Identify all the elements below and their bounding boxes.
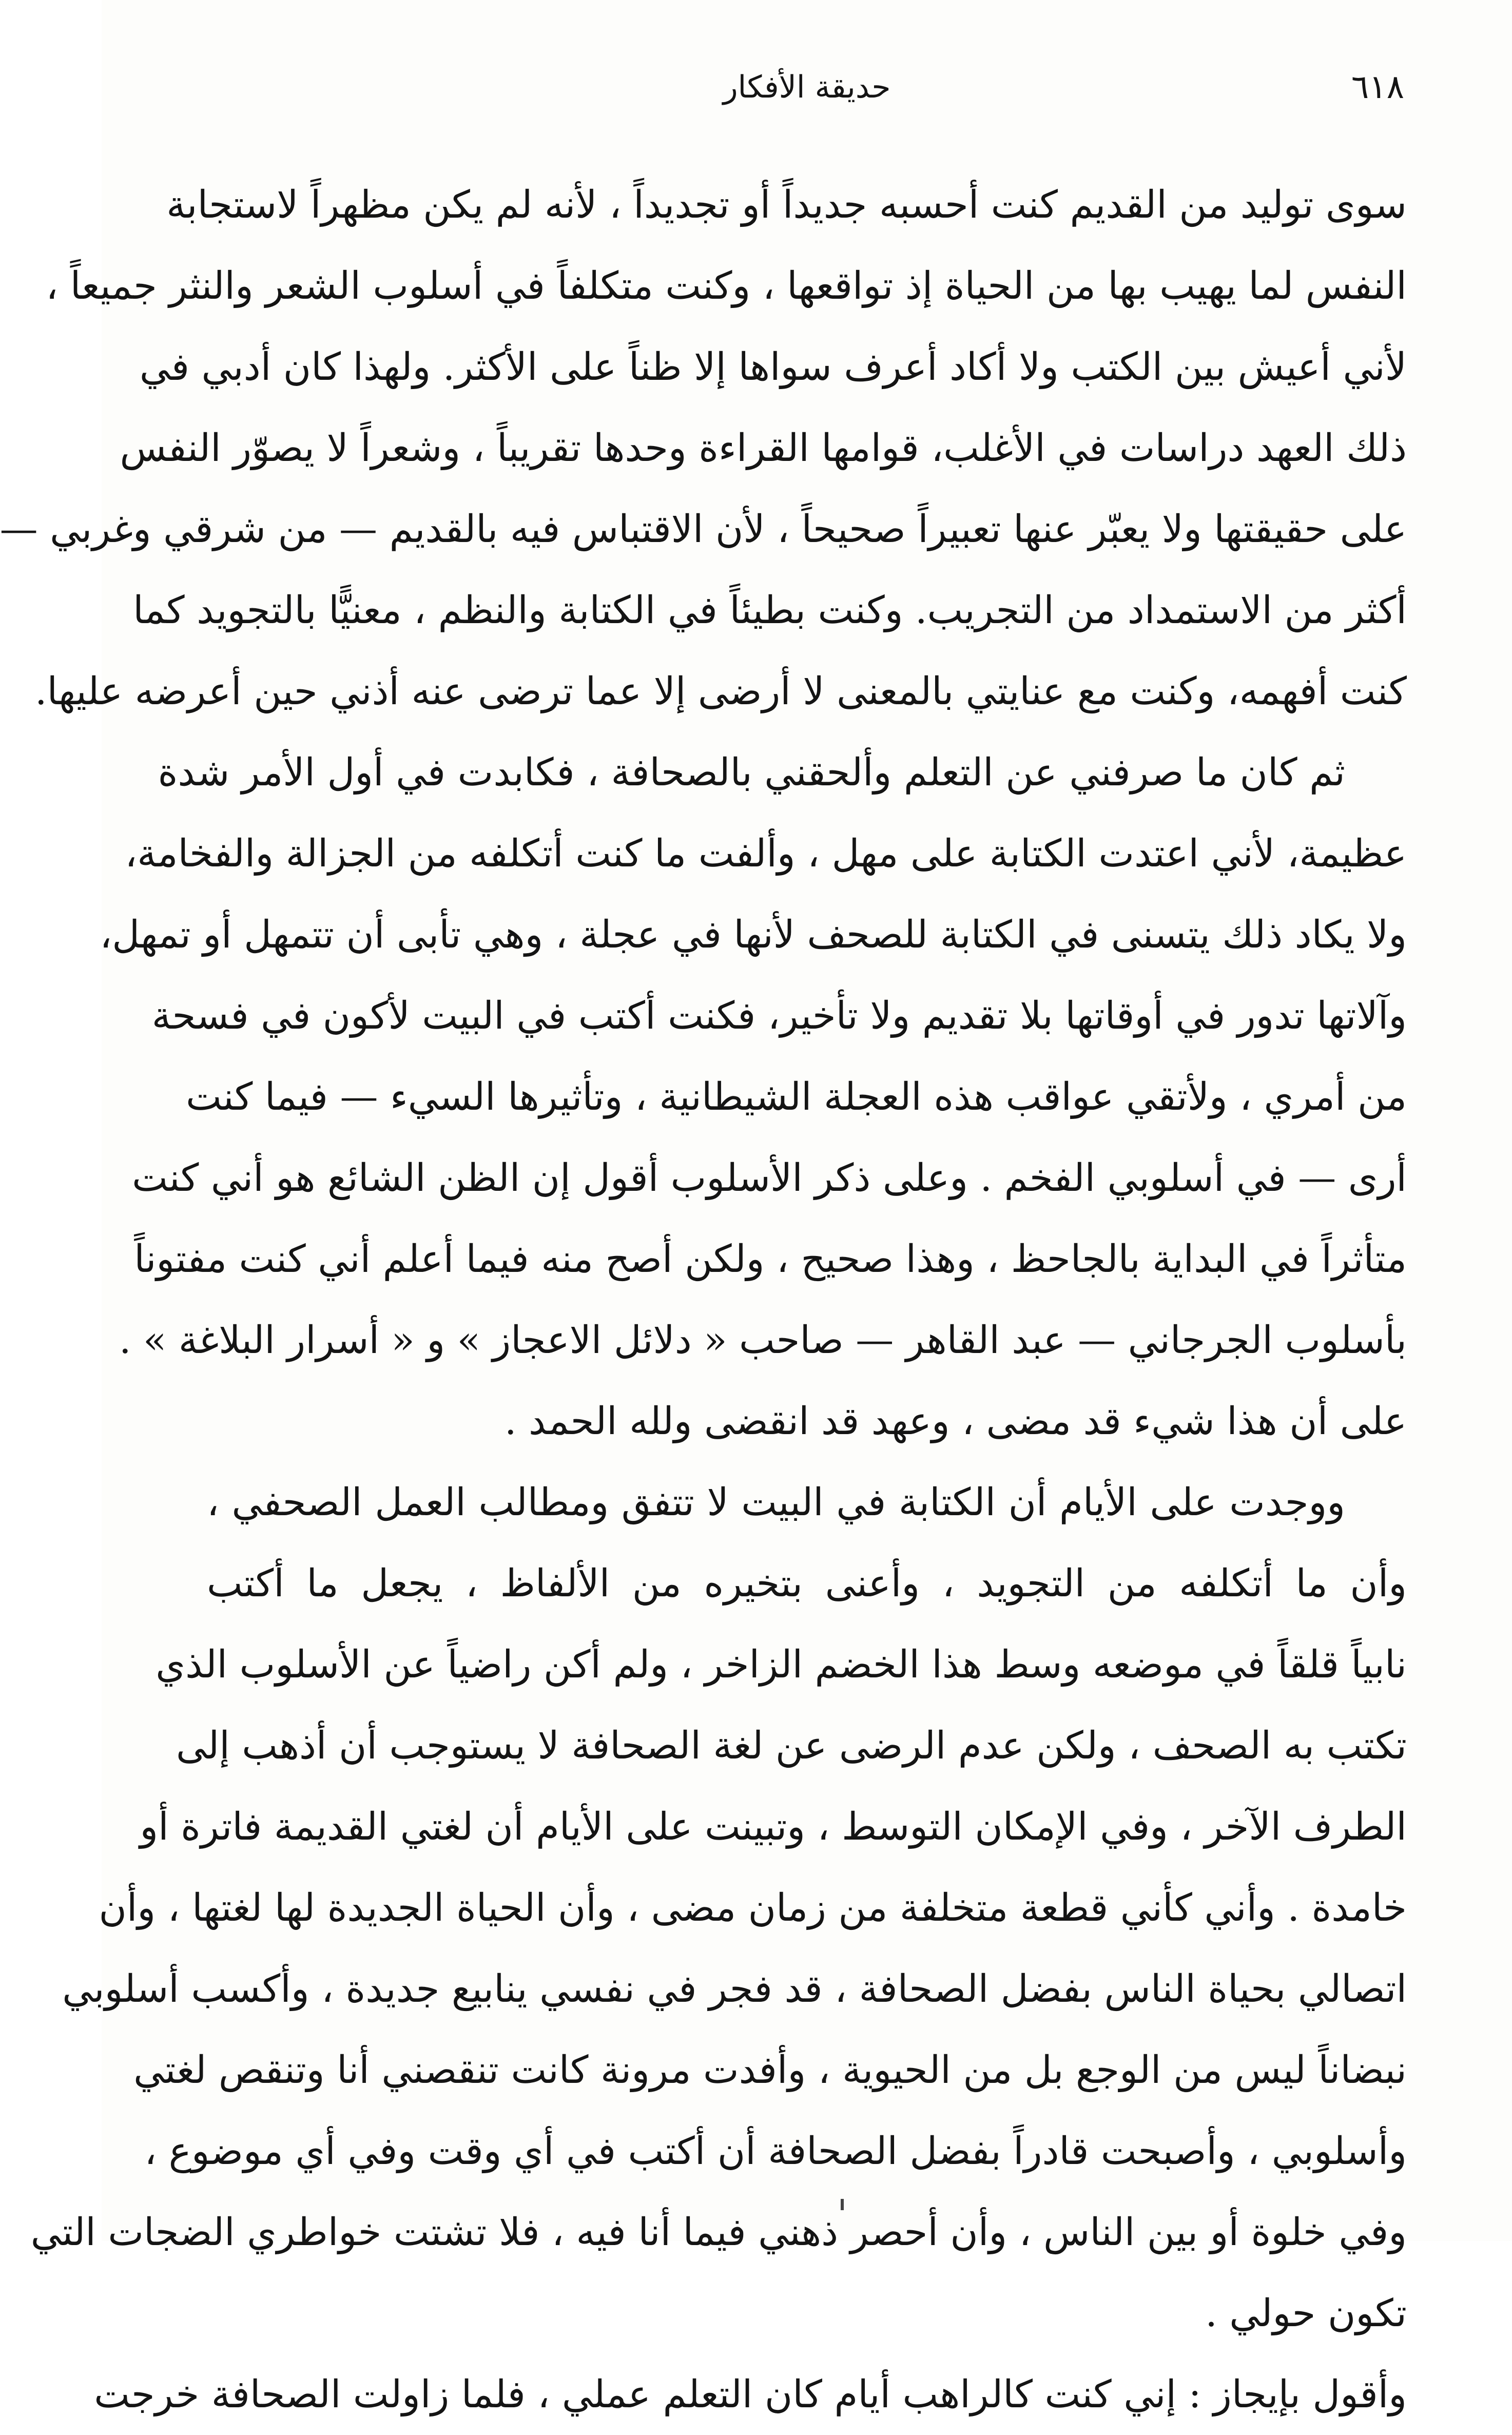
text-line: أرى — في أسلوبي الفخم . وعلى ذكر الأسلوب أقول إن الظن الشائع هو أني كنت	[132, 1156, 1407, 1200]
text-line: نبضاناً ليس من الوجع بل من الحيوية ، وأفدت مرونة كانت تنقصني أنا وتنقص لغتي	[133, 2048, 1407, 2092]
text-line: تكون حولي .	[1205, 2291, 1407, 2335]
text-line: وآلاتها تدور في أوقاتها بلا تقديم ولا تأخير، فكنت أكتب في البيت لأكون في فسحة	[151, 994, 1407, 1038]
text-line: ذلك العهد دراسات في الأغلب، قوامها القراءة وحدها تقريباً ، وشعراً لا يصوّر النفس	[120, 426, 1407, 470]
text-line: خامدة . وأني كأني قطعة متخلفة من زمان مضى ، وأن الحياة الجديدة لها لغتها ، وأن	[99, 1886, 1407, 1930]
text-line: وأسلوبي ، وأصبحت قادراً بفضل الصحافة أن أكتب في أي وقت وفي أي موضوع ،	[144, 2129, 1407, 2173]
text-line: كنت أفهمه، وكنت مع عنايتي بالمعنى لا أرضى إلا عما ترضى عنه أذني حين أعرضه عليها.	[35, 669, 1407, 713]
text-line: نابياً قلقاً في موضعه وسط هذا الخضم الزاخر ، ولم أكن راضياً عن الأسلوب الذي	[156, 1642, 1407, 1687]
text-line: على أن هذا شيء قد مضى ، وعهد قد انقضى ولله الحمد .	[505, 1399, 1407, 1443]
text-line: الطرف الآخر ، وفي الإمكان التوسط ، وتبينت على الأيام أن لغتي القديمة فاترة أو	[140, 1805, 1407, 1849]
page-header	[209, 56, 1404, 118]
paragraph-first-line: ووجدت على الأيام أن الكتابة في البيت لا تتفق ومطالب العمل الصحفي ،	[207, 1480, 1345, 1524]
running-title: حديقة الأفكار	[723, 69, 891, 105]
paragraph-first-line: وأقول بإيجاز : إني كنت كالراهب أيام كان التعلم عملي ، فلما زاولت الصحافة خرجت	[94, 2372, 1407, 2417]
body-text	[0, 164, 1407, 2435]
text-line: لأني أعيش بين الكتب ولا أكاد أعرف سواها إلا ظناً على الأكثر. ولهذا كان أدبي في	[139, 345, 1407, 389]
text-line: عظيمة، لأني اعتدت الكتابة على مهل ، وألفت ما كنت أتكلفه من الجزالة والفخامة،	[125, 832, 1407, 876]
text-line: وفي خلوة أو بين الناس ، وأن أحصر ذهني فيما أنا فيه ، فلا تشتت خواطري الضجات التي	[30, 2210, 1407, 2254]
text-line: النفس لما يهيب بها من الحياة إذ تواقعها ، وكنت متكلفاً في أسلوب الشعر والنثر جميعاً ،	[46, 264, 1407, 308]
text-line: ولا يكاد ذلك يتسنى في الكتابة للصحف لأنها في عجلة ، وهي تأبى أن تتمهل أو تمهل،	[100, 913, 1407, 957]
text-line: على حقيقتها ولا يعبّر عنها تعبيراً صحيحاً ، لأن الاقتباس فيه بالقديم — من شرقي وغربي —	[0, 507, 1407, 551]
text-line: متأثراً في البداية بالجاحظ ، وهذا صحيح ، ولكن أصح منه فيما أعلم أني كنت مفتوناً	[134, 1237, 1407, 1281]
text-line: سوى توليد من القديم كنت أحسبه جديداً أو تجديداً ، لأنه لم يكن مظهراً لاستجابة	[166, 183, 1407, 227]
text-line: بأسلوب الجرجاني — عبد القاهر — صاحب « دلائل الاعجاز » و « أسرار البلاغة » .	[119, 1318, 1407, 1362]
text-line: من أمري ، ولأتقي عواقب هذه العجلة الشيطانية ، وتأثيرها السيء — فيما كنت	[186, 1075, 1407, 1119]
paragraph-first-line: ثم كان ما صرفني عن التعلم وألحقني بالصحافة ، فكابدت في أول الأمر شدة	[158, 750, 1345, 795]
text-line: وأن ما أتكلفه من التجويد ، وأعنى بتخيره من الألفاظ ، يجعل ما أكتب	[207, 1561, 1407, 1606]
text-line: تكتب به الصحف ، ولكن عدم الرضى عن لغة الصحافة لا يستوجب أن أذهب إلى	[176, 1724, 1407, 1768]
page-number: ٦١٨	[1351, 68, 1404, 106]
text-line: أكثر من الاستمداد من التجريب. وكنت بطيئاً في الكتابة والنظم ، معنيًّا بالتجويد كما	[133, 588, 1407, 632]
text-line: اتصالي بحياة الناس بفضل الصحافة ، قد فجر في نفسي ينابيع جديدة ، وأكسب أسلوبي	[62, 1967, 1407, 2011]
footer-mark	[841, 2199, 844, 2210]
